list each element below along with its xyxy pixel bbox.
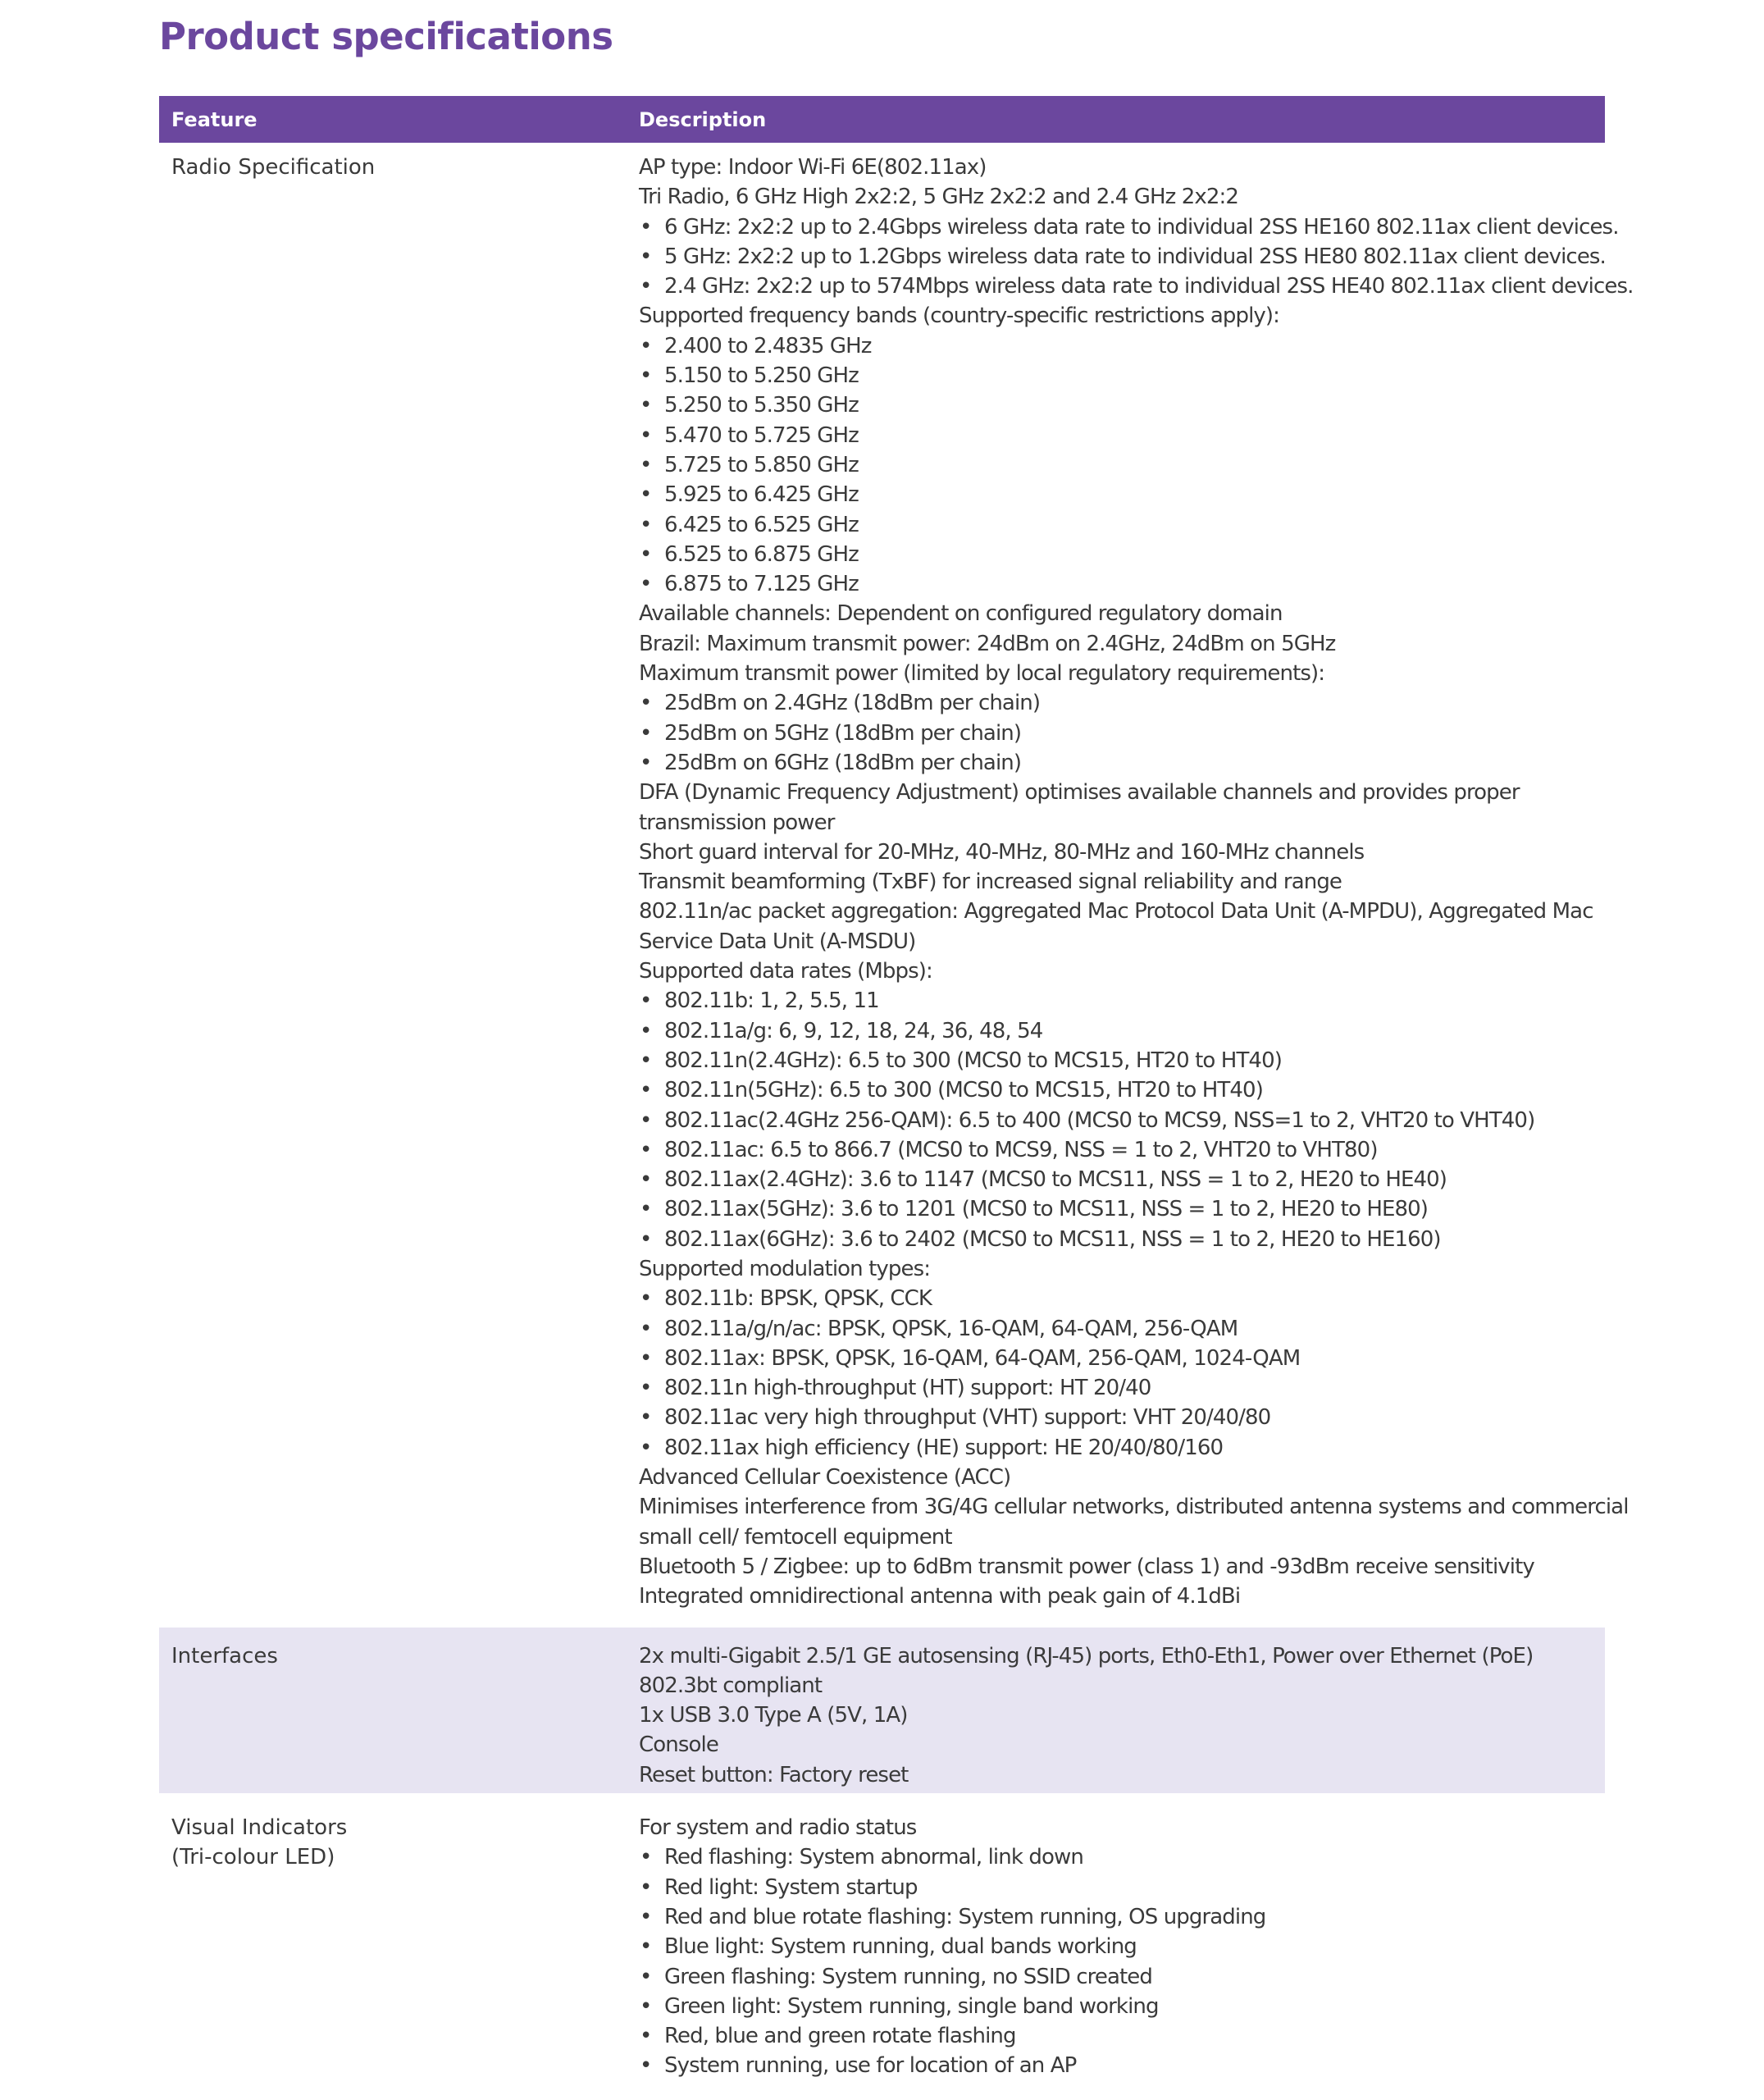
line-text: Tri Radio, 6 GHz High 2x2:2, 5 GHz 2x2:2 and 2.4 GHz 2x2:2: [639, 185, 1238, 210]
feature-label: Radio Specification: [171, 155, 376, 180]
description-line: [639, 182, 1605, 212]
line-text: AP type: Indoor Wi-Fi 6E(802.11ax): [639, 155, 987, 180]
bullet-icon: •: [640, 512, 652, 537]
line-text: 5.470 to 5.725 GHz: [664, 422, 859, 448]
bullet-item: [639, 719, 1605, 748]
bullet-icon: •: [640, 1197, 652, 1222]
bullet-item: [639, 1992, 1605, 2021]
bullet-icon: •: [640, 1018, 652, 1043]
feature-cell: [159, 143, 627, 1628]
line-text: 802.11n(5GHz): 6.5 to 300 (MCS0 to MCS15, HT20 to HT40): [664, 1078, 1263, 1103]
description-line: [639, 629, 1605, 659]
bullet-icon: •: [640, 1934, 652, 1960]
bullet-item: [639, 540, 1605, 569]
description-line: [639, 599, 1605, 628]
bullet-icon: •: [640, 333, 652, 358]
bullet-icon: •: [640, 1845, 652, 1870]
line-text: Service Data Unit (A-MSDU): [639, 929, 916, 954]
description-line: [639, 1254, 1605, 1284]
feature-cell: [159, 1793, 627, 2094]
description-line: [639, 897, 1605, 926]
bullet-item: [639, 1284, 1605, 1313]
bullet-item: [639, 1046, 1605, 1075]
bullet-item: [639, 1194, 1605, 1224]
bullet-icon: •: [640, 274, 652, 299]
bullet-icon: •: [640, 1993, 652, 2019]
line-text: System running, use for location of an AP: [664, 2053, 1077, 2079]
description-line: [639, 1760, 1605, 1790]
bullet-item: [639, 1932, 1605, 1961]
table-row: [159, 143, 1605, 1628]
line-text: 802.11a/g/n/ac: BPSK, QPSK, 16-QAM, 64-QAM, 256-QAM: [664, 1316, 1238, 1341]
bullet-item: [639, 1842, 1605, 1872]
bullet-icon: •: [640, 541, 652, 567]
bullet-item: [639, 480, 1605, 509]
line-text: 802.11ac very high throughput (VHT) support: VHT 20/40/80: [664, 1405, 1271, 1431]
bullet-icon: •: [640, 422, 652, 448]
line-text: Blue light: System running, dual bands working: [664, 1934, 1137, 1960]
bullet-icon: •: [640, 482, 652, 508]
description-line: [639, 1552, 1605, 1582]
line-text: 5.925 to 6.425 GHz: [664, 482, 859, 508]
line-text: 802.11a/g: 6, 9, 12, 18, 24, 36, 48, 54: [664, 1018, 1043, 1043]
line-text: 802.11b: 1, 2, 5.5, 11: [664, 988, 879, 1014]
line-text: 5 GHz: 2x2:2 up to 1.2Gbps wireless data rate to individual 2SS HE80 802.11ax client devices.: [664, 244, 1606, 269]
bullet-icon: •: [640, 452, 652, 477]
line-text: Console: [639, 1732, 718, 1758]
line-text: Supported data rates (Mbps):: [639, 959, 932, 984]
line-text: 5.725 to 5.850 GHz: [664, 452, 859, 477]
bullet-item: [639, 1962, 1605, 1992]
line-text: 2.4 GHz: 2x2:2 up to 574Mbps wireless data rate to individual 2SS HE40 802.11ax client devices.: [664, 274, 1634, 299]
bullet-icon: •: [640, 1316, 652, 1341]
bullet-item: [639, 1873, 1605, 1902]
bullet-item: [639, 390, 1605, 420]
line-text: small cell/ femtocell equipment: [639, 1524, 952, 1550]
description-line: [639, 1813, 1605, 1842]
description-line: [639, 808, 1605, 838]
line-text: Green light: System running, single band working: [664, 1993, 1159, 2019]
bullet-icon: •: [640, 214, 652, 240]
bullet-item: [639, 1433, 1605, 1463]
line-text: 802.11ax(6GHz): 3.6 to 2402 (MCS0 to MCS11, NSS = 1 to 2, HE20 to HE160): [664, 1226, 1441, 1252]
bullet-icon: •: [640, 1137, 652, 1162]
description-line: [639, 153, 1605, 182]
line-text: 25dBm on 6GHz (18dBm per chain): [664, 750, 1022, 775]
line-text: 802.11ax: BPSK, QPSK, 16-QAM, 64-QAM, 256-QAM, 1024-QAM: [664, 1345, 1301, 1371]
line-text: 2.400 to 2.4835 GHz: [664, 333, 872, 358]
bullet-item: [639, 2021, 1605, 2051]
line-text: Transmit beamforming (TxBF) for increased signal reliability and range: [639, 870, 1342, 895]
line-text: Available channels: Dependent on configured regulatory domain: [639, 601, 1283, 627]
line-text: 5.150 to 5.250 GHz: [664, 363, 859, 389]
description-cell: [627, 1793, 1605, 2094]
bullet-icon: •: [640, 572, 652, 597]
line-text: Red and blue rotate flashing: System running, OS upgrading: [664, 1904, 1266, 1929]
line-text: 802.11n/ac packet aggregation: Aggregated Mac Protocol Data Unit (A-MPDU), Aggregated Mac: [639, 899, 1593, 924]
bullet-item: [639, 2051, 1605, 2080]
line-text: 2x multi-Gigabit 2.5/1 GE autosensing (RJ-45) ports, Eth0-Eth1, Power over Ethernet (PoE): [639, 1643, 1534, 1669]
line-text: 6.525 to 6.875 GHz: [664, 541, 859, 567]
description-line: [639, 838, 1605, 867]
feature-label: Visual Indicators: [171, 1815, 348, 1841]
bullet-icon: •: [640, 1167, 652, 1193]
description-line: [639, 1701, 1605, 1730]
table-body: [159, 143, 1634, 2094]
line-text: 802.11ax(2.4GHz): 3.6 to 1147 (MCS0 to MCS11, NSS = 1 to 2, HE20 to HE40): [664, 1167, 1447, 1193]
bullet-item: [639, 1902, 1605, 1932]
bullet-item: [639, 361, 1605, 390]
description-line: [639, 1730, 1605, 1760]
bullet-item: [639, 1135, 1605, 1165]
line-text: Bluetooth 5 / Zigbee: up to 6dBm transmit power (class 1) and -93dBm receive sensitivity: [639, 1554, 1534, 1579]
bullet-icon: •: [640, 1048, 652, 1073]
line-text: 6.875 to 7.125 GHz: [664, 572, 859, 597]
bullet-item: [639, 242, 1605, 272]
line-text: 802.11n high-throughput (HT) support: HT 20/40: [664, 1376, 1151, 1401]
bullet-icon: •: [640, 1078, 652, 1103]
bullet-item: [639, 1016, 1605, 1046]
line-text: 802.11ac: 6.5 to 866.7 (MCS0 to MCS9, NSS = 1 to 2, VHT20 to VHT80): [664, 1137, 1378, 1162]
description-line: [639, 867, 1605, 897]
line-text: Supported frequency bands (country-specific restrictions apply):: [639, 304, 1279, 329]
bullet-item: [639, 1225, 1605, 1254]
line-text: 802.3bt compliant: [639, 1673, 823, 1698]
header-feature: Feature: [159, 96, 627, 143]
description-line: [639, 301, 1605, 331]
bullet-item: [639, 1373, 1605, 1403]
bullet-item: [639, 986, 1605, 1016]
description-line: [639, 1522, 1605, 1552]
line-text: Integrated omnidirectional antenna with peak gain of 4.1dBi: [639, 1584, 1241, 1609]
description-line: [639, 1671, 1605, 1701]
bullet-icon: •: [640, 1435, 652, 1460]
description-line: [639, 1463, 1605, 1492]
bullet-icon: •: [640, 2024, 652, 2049]
bullet-item: [639, 450, 1605, 480]
bullet-item: [639, 1106, 1605, 1135]
line-text: 802.11b: BPSK, QPSK, CCK: [664, 1286, 932, 1312]
line-text: 802.11ax high efficiency (HE) support: HE 20/40/80/160: [664, 1435, 1224, 1460]
bullet-icon: •: [640, 244, 652, 269]
bullet-item: [639, 272, 1634, 301]
line-text: transmission power: [639, 810, 835, 835]
bullet-icon: •: [640, 1226, 652, 1252]
line-text: 6.425 to 6.525 GHz: [664, 512, 859, 537]
bullet-item: [639, 510, 1605, 540]
line-text: For system and radio status: [639, 1815, 917, 1841]
description-line: [639, 927, 1605, 956]
bullet-item: [639, 1075, 1605, 1105]
bullet-icon: •: [640, 1107, 652, 1133]
line-text: 802.11ax(5GHz): 3.6 to 1201 (MCS0 to MCS11, NSS = 1 to 2, HE20 to HE80): [664, 1197, 1429, 1222]
table-row: [159, 1793, 1605, 2094]
description-line: [639, 778, 1605, 807]
description-cell: [627, 143, 1634, 1628]
bullet-item: [639, 1314, 1605, 1344]
bullet-icon: •: [640, 1376, 652, 1401]
description-line: [639, 1492, 1629, 1522]
table-row: [159, 1628, 1605, 1793]
description-line: [639, 956, 1605, 986]
bullet-item: [639, 421, 1605, 450]
description-cell: [627, 1628, 1605, 1793]
line-text: Red flashing: System abnormal, link down: [664, 1845, 1083, 1870]
specifications-table: [159, 96, 1634, 2094]
line-text: 5.250 to 5.350 GHz: [664, 393, 859, 418]
header-description: Description: [627, 96, 1605, 143]
bullet-icon: •: [640, 2053, 652, 2079]
page-title: Product specifications: [159, 15, 613, 58]
line-text: Short guard interval for 20-MHz, 40-MHz, 80-MHz and 160-MHz channels: [639, 839, 1365, 865]
line-text: 802.11n(2.4GHz): 6.5 to 300 (MCS0 to MCS15, HT20 to HT40): [664, 1048, 1282, 1073]
bullet-icon: •: [640, 691, 652, 716]
bullet-icon: •: [640, 720, 652, 746]
line-text: Green flashing: System running, no SSID created: [664, 1964, 1152, 1989]
bullet-item: [639, 1344, 1605, 1373]
line-text: Minimises interference from 3G/4G cellular networks, distributed antenna systems and commercial: [639, 1495, 1629, 1520]
bullet-icon: •: [640, 1286, 652, 1312]
bullet-item: [639, 212, 1619, 242]
feature-label: (Tri-colour LED): [171, 1845, 335, 1870]
bullet-item: [639, 1403, 1605, 1432]
description-line: [639, 659, 1605, 688]
feature-cell: [159, 1628, 627, 1793]
bullet-icon: •: [640, 363, 652, 389]
bullet-icon: •: [640, 393, 652, 418]
bullet-icon: •: [640, 1345, 652, 1371]
line-text: Brazil: Maximum transmit power: 24dBm on 2.4GHz, 24dBm on 5GHz: [639, 631, 1336, 656]
line-text: Red, blue and green rotate flashing: [664, 2024, 1016, 2049]
line-text: Reset button: Factory reset: [639, 1762, 909, 1787]
line-text: 6 GHz: 2x2:2 up to 2.4Gbps wireless data rate to individual 2SS HE160 802.11ax client devices.: [664, 214, 1619, 240]
description-line: [639, 1641, 1605, 1671]
bullet-icon: •: [640, 1964, 652, 1989]
bullet-icon: •: [640, 1904, 652, 1929]
description-line: [639, 1582, 1605, 1611]
line-text: Supported modulation types:: [639, 1256, 931, 1281]
bullet-item: [639, 688, 1605, 718]
bullet-item: [639, 331, 1605, 361]
line-text: Maximum transmit power (limited by local regulatory requirements):: [639, 661, 1325, 687]
feature-label: Interfaces: [171, 1643, 278, 1669]
bullet-icon: •: [640, 1874, 652, 1900]
line-text: 1x USB 3.0 Type A (5V, 1A): [639, 1703, 908, 1728]
bullet-icon: •: [640, 1405, 652, 1431]
line-text: Advanced Cellular Coexistence (ACC): [639, 1465, 1011, 1491]
bullet-icon: •: [640, 750, 652, 775]
line-text: 25dBm on 2.4GHz (18dBm per chain): [664, 691, 1041, 716]
bullet-item: [639, 1165, 1605, 1194]
bullet-item: [639, 748, 1605, 778]
bullet-item: [639, 569, 1605, 599]
table-header-row: [159, 96, 1605, 143]
line-text: 25dBm on 5GHz (18dBm per chain): [664, 720, 1022, 746]
line-text: DFA (Dynamic Frequency Adjustment) optimises available channels and provides proper: [639, 780, 1520, 806]
bullet-icon: •: [640, 988, 652, 1014]
line-text: 802.11ac(2.4GHz 256-QAM): 6.5 to 400 (MCS0 to MCS9, NSS=1 to 2, VHT20 to VHT40): [664, 1107, 1535, 1133]
line-text: Red light: System startup: [664, 1874, 918, 1900]
